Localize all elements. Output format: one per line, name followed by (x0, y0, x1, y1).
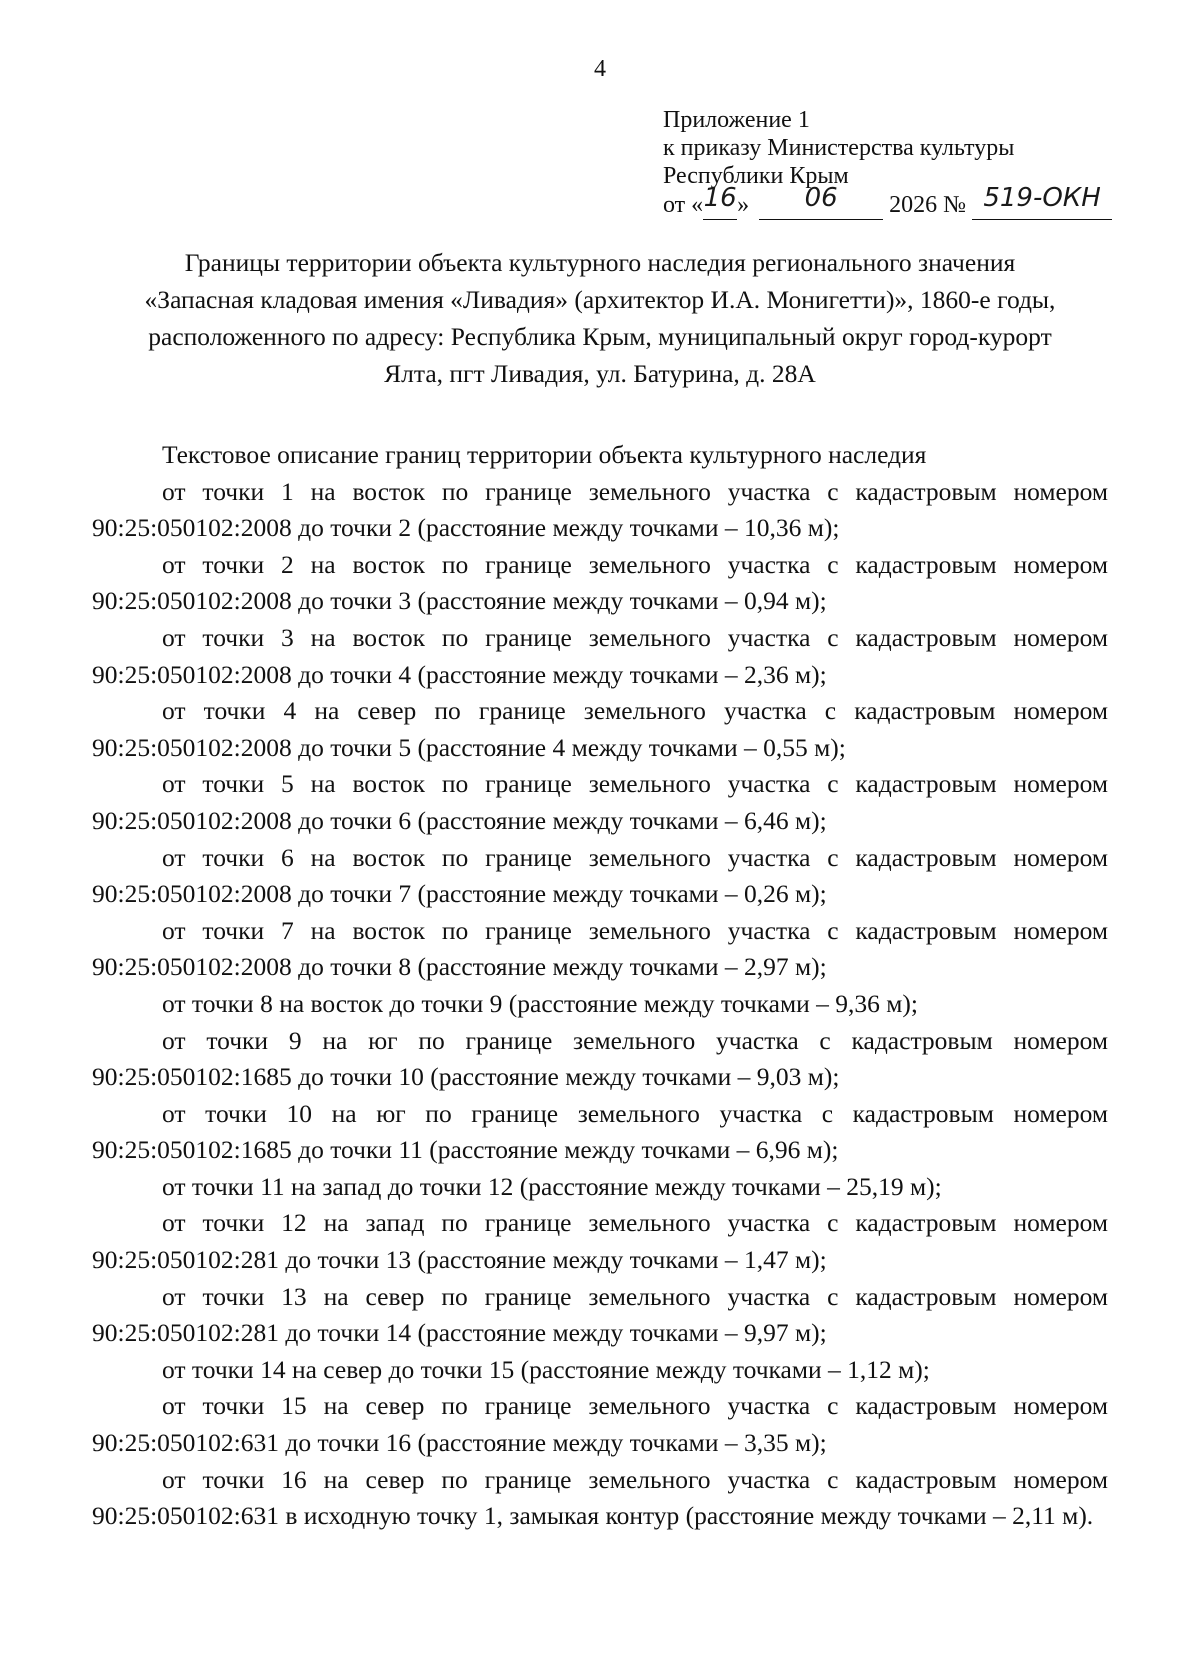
boundary-paragraph: от точки 4 на север по границе земельного участка с кадастровым номером 90:25:050102:2008 до точки 5 (расстояние 4 между точками – 0,55 м); (92, 696, 1108, 762)
page-number: 4 (594, 56, 606, 82)
boundary-paragraph: от точки 10 на юг по границе земельного участка с кадастровым номером 90:25:050102:1685 до точки 11 (расстояние между точками – 6,96 м); (92, 1098, 1108, 1165)
section-heading: Текстовое описание границ территории объекта культурного наследия (162, 440, 927, 469)
order-number-field (972, 183, 1112, 220)
boundary-paragraph: от точки 12 на запад по границе земельного участка с кадастровым номером 90:25:050102:281 до точки 13 (расстояние между точками – 1,47 м); (92, 1208, 1108, 1275)
boundary-paragraph: от точки 6 на восток по границе земельного участка с кадастровым номером 90:25:050102:2008 до точки 7 (расстояние между точками – 0,26 м); (92, 842, 1108, 909)
order-number-handwritten: 519-ОКН (983, 183, 1101, 213)
appendix-line-1: Приложение 1 (663, 107, 810, 133)
boundary-paragraph: от точки 14 на север до точки 15 (расстояние между точками – 1,12 м); (162, 1354, 930, 1384)
boundary-paragraph: от точки 7 на восток по границе земельного участка с кадастровым номером 90:25:050102:2008 до точки 8 (расстояние между точками – 2,97 м); (92, 915, 1108, 982)
boundary-description (92, 437, 1108, 1535)
boundary-paragraph: от точки 1 на восток по границе земельного участка с кадастровым номером 90:25:050102:2008 до точки 2 (расстояние между точками – 10,36 м); (92, 476, 1108, 543)
boundary-paragraph: от точки 15 на север по границе земельного участка с кадастровым номером 90:25:050102:631 до точки 16 (расстояние между точками – 3,35 м); (92, 1391, 1108, 1458)
boundary-paragraph: от точки 2 на восток по границе земельного участка с кадастровым номером 90:25:050102:2008 до точки 3 (расстояние между точками – 0,94 м); (92, 549, 1108, 616)
year-and-number-label: 2026 № (889, 192, 967, 218)
appendix-header (663, 106, 1112, 220)
boundary-paragraph: от точки 5 на восток по границе земельного участка с кадастровым номером 90:25:050102:2008 до точки 6 (расстояние между точками – 6,46 м); (92, 769, 1108, 835)
month-handwritten: 06 (804, 183, 838, 213)
appendix-line-3: Республики Крым (663, 163, 849, 189)
boundary-paragraph: от точки 11 на запад до точки 12 (расстояние между точками – 25,19 м); (162, 1171, 942, 1201)
day-handwritten: 16 (703, 183, 737, 213)
boundary-paragraph: от точки 8 на восток до точки 9 (расстояние между точками – 9,36 м); (162, 988, 918, 1018)
title-line-1: Границы территории объекта культурного наследия регионального значения (184, 248, 1016, 277)
boundary-paragraph: от точки 9 на юг по границе земельного участка с кадастровым номером 90:25:050102:1685 до точки 10 (расстояние между точками – 9,03 м); (92, 1025, 1108, 1092)
boundary-paragraph: от точки 3 на восток по границе земельного участка с кадастровым номером 90:25:050102:2008 до точки 4 (расстояние между точками – 2,36 м); (92, 622, 1108, 689)
title-line-3: расположенного по адресу: Республика Крым, муниципальный округ город-курорт (148, 322, 1052, 351)
appendix-line-2: к приказу Министерства культуры (663, 135, 1015, 161)
boundary-paragraph: от точки 16 на север по границе земельного участка с кадастровым номером 90:25:050102:631 в исходную точку 1, замыкая контур (расстояние между точками – 2,11 м). (92, 1464, 1108, 1531)
document-title (60, 244, 1140, 392)
order-date-line (663, 183, 1112, 220)
month-field (759, 183, 883, 220)
date-prefix: от « (663, 192, 704, 218)
title-line-2: «Запасная кладовая имения «Ливадия» (архитектор И.А. Монигетти)», 1860-е годы, (144, 285, 1056, 314)
date-mid: » (737, 192, 750, 218)
day-field (703, 183, 737, 220)
boundary-paragraph: от точки 13 на север по границе земельного участка с кадастровым номером 90:25:050102:281 до точки 14 (расстояние между точками – 9,97 м); (92, 1281, 1108, 1348)
title-line-4: Ялта, пгт Ливадия, ул. Батурина, д. 28А (384, 359, 816, 388)
